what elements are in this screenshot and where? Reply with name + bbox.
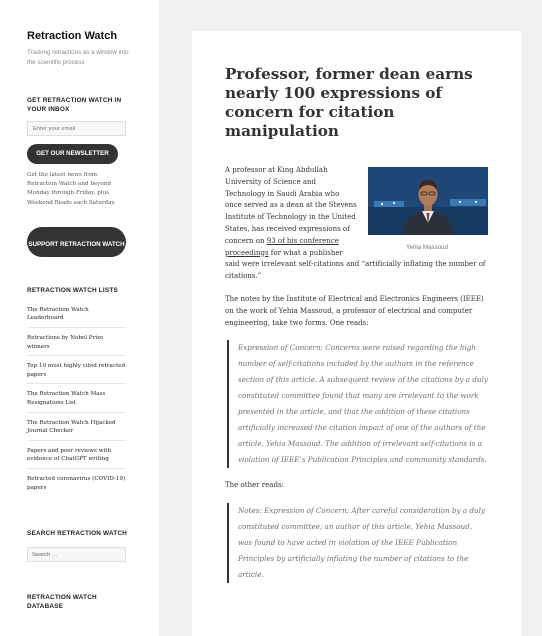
list-item[interactable]: The Retraction Watch Hijacked Journal Checker [27, 413, 126, 441]
article-content [225, 165, 488, 583]
intro-text-end: for what a publisher said were irrelevant self-citations and “artificially inflating the number of citations.” [225, 248, 486, 281]
newsletter-button[interactable]: GET OUR NEWSLETTER [27, 144, 118, 164]
site-tagline: Tracking retractions as a window into the scientific process [27, 49, 129, 66]
email-input[interactable] [27, 121, 126, 136]
site-title[interactable]: Retraction Watch [27, 30, 118, 42]
list-item[interactable]: Retractions by Nobel Prize winners [27, 328, 126, 356]
sidebar [0, 0, 159, 636]
portrait-image [368, 167, 488, 235]
support-button[interactable]: SUPPORT RETRACTION WATCH [27, 227, 126, 257]
database-heading: RETRACTION WATCH DATABASE [27, 594, 97, 611]
lists-heading: RETRACTION WATCH LISTS [27, 286, 118, 294]
quote-expression-of-concern: Expression of Concern: Concerns were raised regarding the high number of self-citations included by the authors in the reference section of this article. A subsequent review of the citations by a duly constituted committee found that many are irrelevant to the work presented in the article, and that the addition of these citations artificially increased the citation impact of one of the authors of the article, Yehia Massoud. The addition of irrelevant self-citations is a violation of IEEE’s Publication Principles and community standards. [227, 340, 488, 468]
newsletter-blurb: Get the latest news from Retraction Watch and beyond Monday through Friday, plus Weekend Reads each Saturday. [27, 172, 116, 206]
photo-caption: Yehia Massoud [405, 244, 449, 251]
search-heading: SEARCH RETRACTION WATCH [27, 530, 127, 538]
quote-notes: Notes: Expression of Concern: After careful consideration by a duly constituted committee, an author of this article, Yehia Massoud, was found to have acted in violation of the IEEE Publication Principles by artificially inflating the number of citations to the article. [227, 503, 488, 583]
lists-menu [27, 306, 126, 496]
article-card [192, 31, 521, 636]
newsletter-heading: GET RETRACTION WATCH IN YOUR INBOX [27, 97, 122, 113]
paragraph: The other reads: [225, 481, 284, 490]
search-input[interactable] [27, 547, 126, 562]
paragraph: The notes by the Institute of Electrical and Electronics Engineers (IEEE) on the work of Yehia Massoud, a professor of electrical and computer engineering, take two forms. One reads: [225, 294, 484, 327]
list-item[interactable]: Top 10 most highly cited retracted papers [27, 356, 126, 384]
photo-figure [366, 167, 488, 254]
list-item[interactable]: The Retraction Watch Mass Resignations List [27, 384, 126, 412]
proceedings-link[interactable]: 93 of his conference proceedings [225, 236, 339, 257]
list-item[interactable]: Papers and peer reviews with evidence of ChatGPT writing [27, 441, 126, 469]
list-item[interactable]: Retracted coronavirus (COVID-19) papers [27, 475, 126, 491]
article-title: Professor, former dean earns nearly 100 expressions of concern for citation manipulation [225, 65, 473, 140]
intro-text: A professor at King Abdullah University of Science and Technology in Saudi Arabia who once served as a dean at the Stevens Institute of Technology in the United States, has received expressions of concern on [225, 166, 357, 245]
list-item[interactable]: The Retraction Watch Leaderboard [27, 306, 126, 328]
author-photo [368, 167, 488, 235]
